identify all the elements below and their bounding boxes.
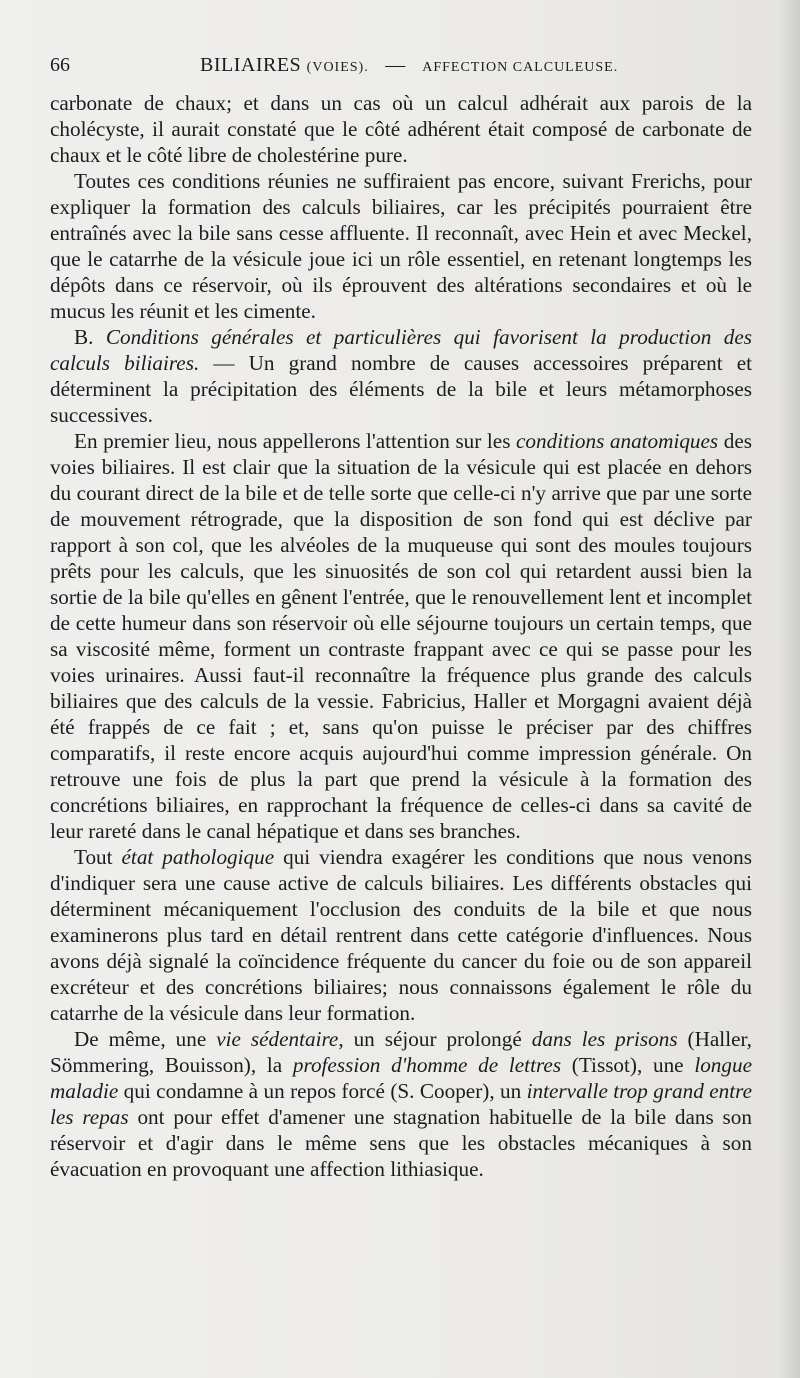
italic-text-segment: longue maladie <box>50 1053 752 1103</box>
header-subtitle: (VOIES). <box>306 60 369 75</box>
italic-text-segment: intervalle trop grand entre les repas <box>50 1079 753 1129</box>
paragraph <box>50 844 752 1026</box>
header-title: BILIAIRES <box>200 54 302 76</box>
text-segment: B. <box>74 325 106 349</box>
italic-text-segment: dans les prisons <box>531 1027 678 1051</box>
paragraph <box>50 428 752 844</box>
paragraph <box>50 1026 752 1182</box>
running-header <box>50 54 752 84</box>
page-number: 66 <box>50 54 70 76</box>
paragraph <box>50 324 752 428</box>
text-segment: Toutes ces conditions réunies ne suffiraient pas encore, suivant Frerichs, pour expliquer la formation des calculs biliaires, car les précipités pourraient être entraînés avec la bile sans cesse affluente. Il reconnaît, avec Hein et avec Meckel, que le catarrhe de la vésicule joue ici un rôle essentiel, en retenant longtemps les dépôts dans ce réservoir, où ils éprouvent des altérations secondaires et où le mucus les réunit et les cimente. <box>50 169 752 323</box>
text-segment: carbonate de chaux; et dans un cas où un calcul adhérait aux parois de la cholécyste, il aurait constaté que le côté adhérent était composé de carbonate de chaux et le côté libre de cholestérine pure. <box>50 91 752 167</box>
body-text <box>50 90 752 1182</box>
text-segment: Tout <box>74 845 122 869</box>
page-edge-shadow <box>778 0 800 1378</box>
paragraph <box>50 168 752 324</box>
text-segment: (Haller, Sömmering, Bouisson), la <box>50 1027 752 1077</box>
text-segment: De même, une <box>74 1027 217 1051</box>
running-head-title <box>200 54 618 77</box>
italic-text-segment: vie sédentaire <box>216 1027 339 1051</box>
italic-text-segment: conditions anatomiques <box>516 429 719 453</box>
text-segment: qui viendra exagérer les conditions que nous venons d'indiquer sera une cause active de calculs biliaires. Les différents obstacles qui déterminent mécaniquement l'occlusion des conduits de la bile et que nous examinerons plus tard en détail rentrent dans cette catégorie d'influences. Nous avons déjà signalé la coïncidence fréquente du cancer du foie ou de son appareil excréteur et des concrétions biliaires; nous connaissons également le rôle du catarrhe de la vésicule dans leur formation. <box>50 845 752 1025</box>
text-segment: ont pour effet d'amener une stagnation habituelle de la bile dans son réservoir et d'agir dans le même sens que les obstacles mécaniques à son évacuation en provoquant une affection lithiasique. <box>50 1105 752 1181</box>
text-segment: , un séjour prolongé <box>338 1027 532 1051</box>
paragraph <box>50 90 752 168</box>
header-dash: — <box>385 54 406 76</box>
text-segment: (Tissot), une <box>561 1053 695 1077</box>
italic-text-segment: profession d'homme de lettres <box>292 1053 562 1077</box>
text-segment: qui condamne à un repos forcé (S. Cooper), un <box>118 1079 527 1103</box>
text-segment: des voies biliaires. Il est clair que la situation de la vésicule qui est placée en dehors du courant direct de la bile et de telle sorte que celle-ci n'y arrive que par une sorte de mouvement rétrograde, que la disposition de son fond qui est déclive par rapport à son col, que les alvéoles de la muqueuse qui sont des moules toujours prêts pour les calculs, que les sinuosités de son col qui retardent aussi bien la sortie de la bile qu'elles en gênent l'entrée, que le renouvellement lent et incomplet de cette humeur dans son réservoir où elle séjourne toujours un certain temps, que sa viscosité même, forment un contraste frappant avec ce qui se passe pour les voies urinaires. Aussi faut-il reconnaître la fréquence plus grande des calculs biliaires que des calculs de la vessie. Fabricius, Haller et Morgagni avaient déjà été frappés de ce fait ; et, sans qu'on puisse le préciser par des chiffres comparatifs, il reste encore acquis aujourd'hui comme impression générale. On retrouve une fois de plus la part que prend la vésicule à la formation des concrétions biliaires, en rapprochant la fréquence de celles-ci dans sa cavité de leur rareté dans le canal hépatique et dans ses branches. <box>50 429 752 843</box>
text-segment: — Un grand nombre de causes accessoires préparent et déterminent la précipitation des éléments de la bile et leurs métamorphoses successives. <box>50 351 752 427</box>
italic-text-segment: Conditions générales et particulières qui favorisent la production des calculs biliaires. <box>50 325 752 375</box>
text-segment: En premier lieu, nous appellerons l'attention sur les <box>74 429 517 453</box>
header-section: AFFECTION CALCULEUSE. <box>422 60 619 75</box>
italic-text-segment: état pathologique <box>121 845 275 869</box>
